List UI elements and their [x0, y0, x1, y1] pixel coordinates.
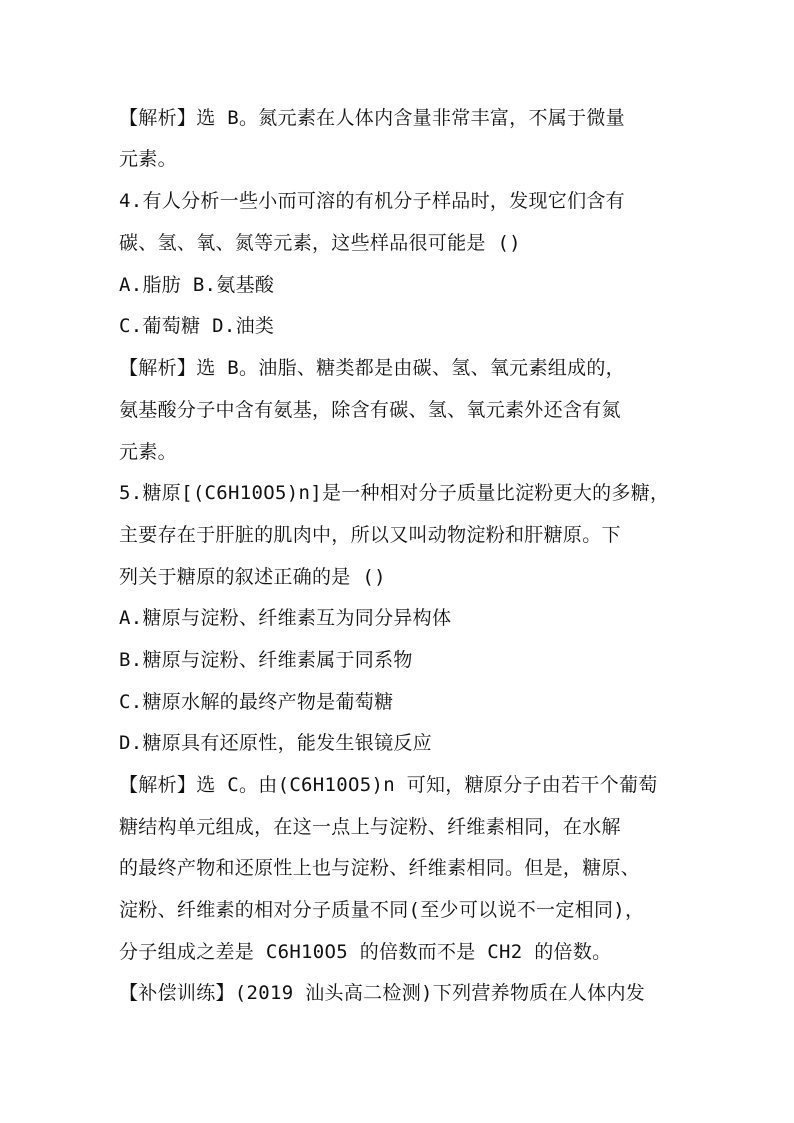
question-4-options-ab: A.脂肪 B.氨基酸	[119, 274, 275, 296]
analysis-q4-line-3: 元素。	[119, 441, 177, 463]
question-5-line-1: 5.糖原[(C6H10O5)n]是一种相对分子质量比淀粉更大的多糖，	[119, 482, 670, 504]
question-4-options-cd: C.葡萄糖 D.油类	[119, 315, 275, 337]
analysis-q5-line-4: 淀粉、纤维素的相对分子质量不同(至少可以说不一定相同)，	[119, 899, 645, 921]
question-5-line-2: 主要存在于肝脏的肌肉中，所以又叫动物淀粉和肝糖原。下	[119, 524, 621, 546]
question-5-option-d: D.糖原具有还原性，能发生银镜反应	[119, 732, 432, 754]
analysis-q4-line-2: 氨基酸分子中含有氨基，除含有碳、氢、氧元素外还含有氮	[119, 399, 621, 421]
question-5-option-b: B.糖原与淀粉、纤维素属于同系物	[119, 649, 413, 671]
question-4-line-1: 4.有人分析一些小而可溶的有机分子样品时，发现它们含有	[119, 190, 625, 212]
question-5-option-a: A.糖原与淀粉、纤维素互为同分异构体	[119, 607, 452, 629]
analysis-q5-line-3: 的最终产物和还原性上也与淀粉、纤维素相同。但是，糖原、	[119, 857, 641, 879]
analysis-q3-line-2: 元素。	[119, 148, 177, 170]
analysis-q4-line-1: 【解析】选 B。油脂、糖类都是由碳、氢、氧元素组成的，	[119, 357, 625, 379]
question-5-line-3: 列关于糖原的叙述正确的是 ()	[119, 566, 386, 588]
question-5-option-c: C.糖原水解的最终产物是葡萄糖	[119, 691, 394, 713]
question-4-line-2: 碳、氢、氧、氮等元素，这些样品很可能是 ()	[119, 232, 521, 254]
analysis-q3-line-1: 【解析】选 B。氮元素在人体内含量非常丰富，不属于微量	[119, 107, 625, 129]
analysis-q5-line-1: 【解析】选 C。由(C6H10O5)n 可知，糖原分子由若干个葡萄	[119, 774, 658, 796]
analysis-q5-line-5: 分子组成之差是 C6H10O5 的倍数而不是 CH2 的倍数。	[119, 941, 612, 963]
supplementary-training-line-1: 【补偿训练】(2019 汕头高二检测)下列营养物质在人体内发	[119, 982, 646, 1004]
analysis-q5-line-2: 糖结构单元组成，在这一点上与淀粉、纤维素相同，在水解	[119, 816, 621, 838]
